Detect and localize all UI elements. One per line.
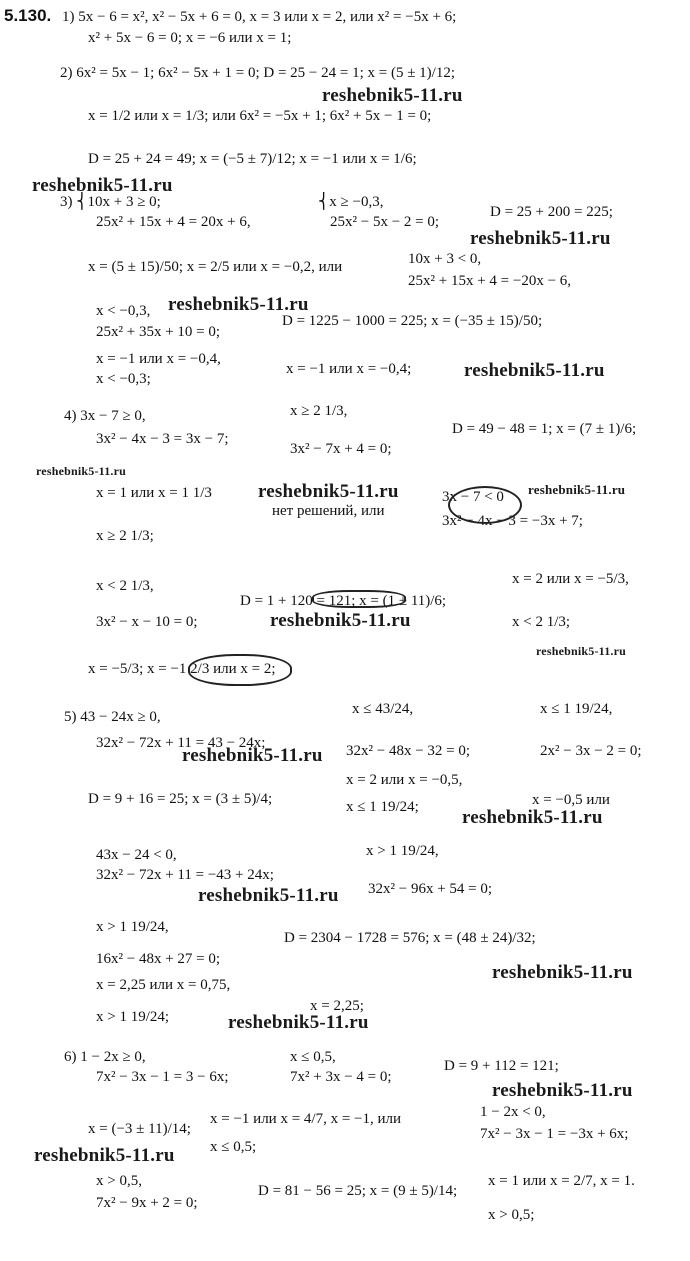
line-13a: 4) 3x − 7 ≥ 0,	[64, 408, 146, 424]
line-5: D = 25 + 24 = 49; x = (−5 ± 7)/12; x = −1 или x = 1/6;	[88, 151, 417, 167]
line-4: x = 1/2 или x = 1/3; или 6x² = −5x + 1; 6x² + 5x − 1 = 0;	[88, 108, 432, 124]
line-15a: x = 1 или x = 1 1/3	[96, 485, 212, 501]
line-21b: x ≤ 43/24,	[352, 701, 414, 717]
line-22b: 32x² − 48x − 32 = 0;	[346, 743, 471, 759]
line-2: x² + 5x − 6 = 0; x = −6 или x = 1;	[88, 30, 292, 46]
line-18a: x < 2 1/3,	[96, 578, 154, 594]
line-35b: x > 0,5;	[488, 1207, 535, 1223]
line-28a: x = 2,25 или x = 0,75,	[96, 977, 231, 993]
watermark: reshebnik5-11.ru	[258, 481, 399, 502]
line-22a: 32x² − 72x + 11 = 43 − 24x;	[96, 735, 266, 751]
watermark: reshebnik5-11.ru	[228, 1012, 369, 1033]
line-25b: 32x² − 96x + 54 = 0;	[368, 881, 493, 897]
watermark: reshebnik5-11.ru	[34, 1145, 175, 1166]
line-3: 2) 6x² = 5x − 1; 6x² − 5x + 1 = 0; D = 25 − 24 = 1; x = (5 ± 1)/12;	[60, 65, 456, 81]
line-8c: 25x² + 15x + 4 = −20x − 6,	[408, 273, 572, 289]
line-28b: x = 2,25;	[310, 998, 364, 1014]
line-18c: x = 2 или x = −5/3,	[512, 571, 629, 587]
line-23b: x = 2 или x = −0,5,	[346, 772, 463, 788]
line-23a: D = 9 + 16 = 25; x = (3 ± 5)/4;	[88, 791, 273, 807]
line-11b: x = −1 или x = −0,4;	[286, 361, 412, 377]
watermark: reshebnik5-11.ru	[470, 228, 611, 249]
line-7c: D = 25 + 200 = 225;	[490, 204, 613, 220]
watermark: reshebnik5-11.ru	[36, 464, 126, 478]
line-14c: D = 49 − 48 = 1; x = (7 ± 1)/6;	[452, 421, 637, 437]
line-12a: x < −0,3;	[96, 371, 151, 387]
watermark: reshebnik5-11.ru	[536, 644, 626, 658]
line-10b: D = 1225 − 1000 = 225; x = (−35 ± 15)/50;	[282, 313, 543, 329]
line-1: 1) 5x − 6 = x², x² − 5x + 6 = 0, x = 3 или x = 2, или x² = −5x + 6;	[62, 9, 457, 25]
line-14b: 3x² − 7x + 4 = 0;	[290, 441, 392, 457]
line-26a: x > 1 19/24,	[96, 919, 169, 935]
line-13b: x ≥ 2 1/3,	[290, 403, 348, 419]
line-11a: x = −1 или x = −0,4,	[96, 351, 221, 367]
line-30c: D = 9 + 112 = 121;	[444, 1058, 559, 1074]
line-32a: x = (−3 ± 11)/14;	[88, 1121, 191, 1137]
line-16b: 3x² − 4x − 3 = −3x + 7;	[442, 513, 583, 529]
line-31b: 7x² + 3x − 4 = 0;	[290, 1069, 392, 1085]
line-31a: 7x² − 3x − 1 = 3 − 6x;	[96, 1069, 229, 1085]
watermark: reshebnik5-11.ru	[168, 294, 309, 315]
line-33a: x ≤ 0,5;	[210, 1139, 257, 1155]
line-22c: 2x² − 3x − 2 = 0;	[540, 743, 642, 759]
watermark: reshebnik5-11.ru	[528, 482, 626, 497]
line-6b: ⎨x ≥ −0,3,	[318, 194, 384, 210]
scribble-mark	[312, 590, 406, 608]
watermark: reshebnik5-11.ru	[462, 807, 603, 828]
watermark: reshebnik5-11.ru	[464, 360, 605, 381]
line-10a: 25x² + 35x + 10 = 0;	[96, 324, 221, 340]
line-7b: 25x² − 5x − 2 = 0;	[330, 214, 440, 230]
line-6a: 3) ⎨10x + 3 ≥ 0;	[60, 194, 161, 210]
scribble-mark	[188, 654, 292, 686]
line-33b: 7x² − 3x − 1 = −3x + 6x;	[480, 1126, 629, 1142]
line-24b: x > 1 19/24,	[366, 843, 439, 859]
problem-number: 5.130.	[4, 6, 52, 25]
line-15b: 3x − 7 < 0	[442, 489, 504, 505]
line-25a: 32x² − 72x + 11 = −43 + 24x;	[96, 867, 274, 883]
line-16a: нет решений, или	[272, 503, 385, 519]
line-26b: D = 2304 − 1728 = 576; x = (48 ± 24)/32;	[284, 930, 536, 946]
watermark: reshebnik5-11.ru	[270, 610, 411, 631]
line-9a: x < −0,3,	[96, 303, 151, 319]
line-32c: 1 − 2x < 0,	[480, 1104, 546, 1120]
line-32b: x = −1 или x = 4/7, x = −1, или	[210, 1111, 402, 1127]
line-34c: x = 1 или x = 2/7, x = 1.	[488, 1173, 635, 1189]
line-19a: 3x² − x − 10 = 0;	[96, 614, 198, 630]
line-23c: x ≤ 1 19/24;	[346, 799, 419, 815]
line-7a: 25x² + 15x + 4 = 20x + 6,	[96, 214, 251, 230]
line-8: x = (5 ± 15)/50; x = 2/5 или x = −0,2, или	[88, 259, 343, 275]
line-21a: 5) 43 − 24x ≥ 0,	[64, 709, 161, 725]
line-14a: 3x² − 4x − 3 = 3x − 7;	[96, 431, 229, 447]
watermark: reshebnik5-11.ru	[182, 745, 323, 766]
line-35a: 7x² − 9x + 2 = 0;	[96, 1195, 198, 1211]
line-34b: D = 81 − 56 = 25; x = (9 ± 5)/14;	[258, 1183, 458, 1199]
line-30a: 6) 1 − 2x ≥ 0,	[64, 1049, 146, 1065]
line-21c: x ≤ 1 19/24,	[540, 701, 613, 717]
line-19b: x < 2 1/3;	[512, 614, 571, 630]
watermark: reshebnik5-11.ru	[492, 1080, 633, 1101]
watermark: reshebnik5-11.ru	[198, 885, 339, 906]
line-34a: x > 0,5,	[96, 1173, 142, 1189]
scribble-mark	[448, 486, 522, 524]
watermark: reshebnik5-11.ru	[492, 962, 633, 983]
watermark: reshebnik5-11.ru	[322, 85, 463, 106]
watermark: reshebnik5-11.ru	[32, 175, 173, 196]
line-24a: 43x − 24 < 0,	[96, 847, 177, 863]
line-30b: x ≤ 0,5,	[290, 1049, 336, 1065]
line-18b: D = 1 + 120 = 121; x = (1 ± 11)/6;	[240, 593, 447, 609]
line-20: x = −5/3; x = −1 2/3 или x = 2;	[88, 661, 276, 677]
line-23d: x = −0,5 или	[532, 792, 610, 808]
line-8b: 10x + 3 < 0,	[408, 251, 482, 267]
line-27a: 16x² − 48x + 27 = 0;	[96, 951, 221, 967]
line-17a: x ≥ 2 1/3;	[96, 528, 154, 544]
line-29a: x > 1 19/24;	[96, 1009, 170, 1025]
